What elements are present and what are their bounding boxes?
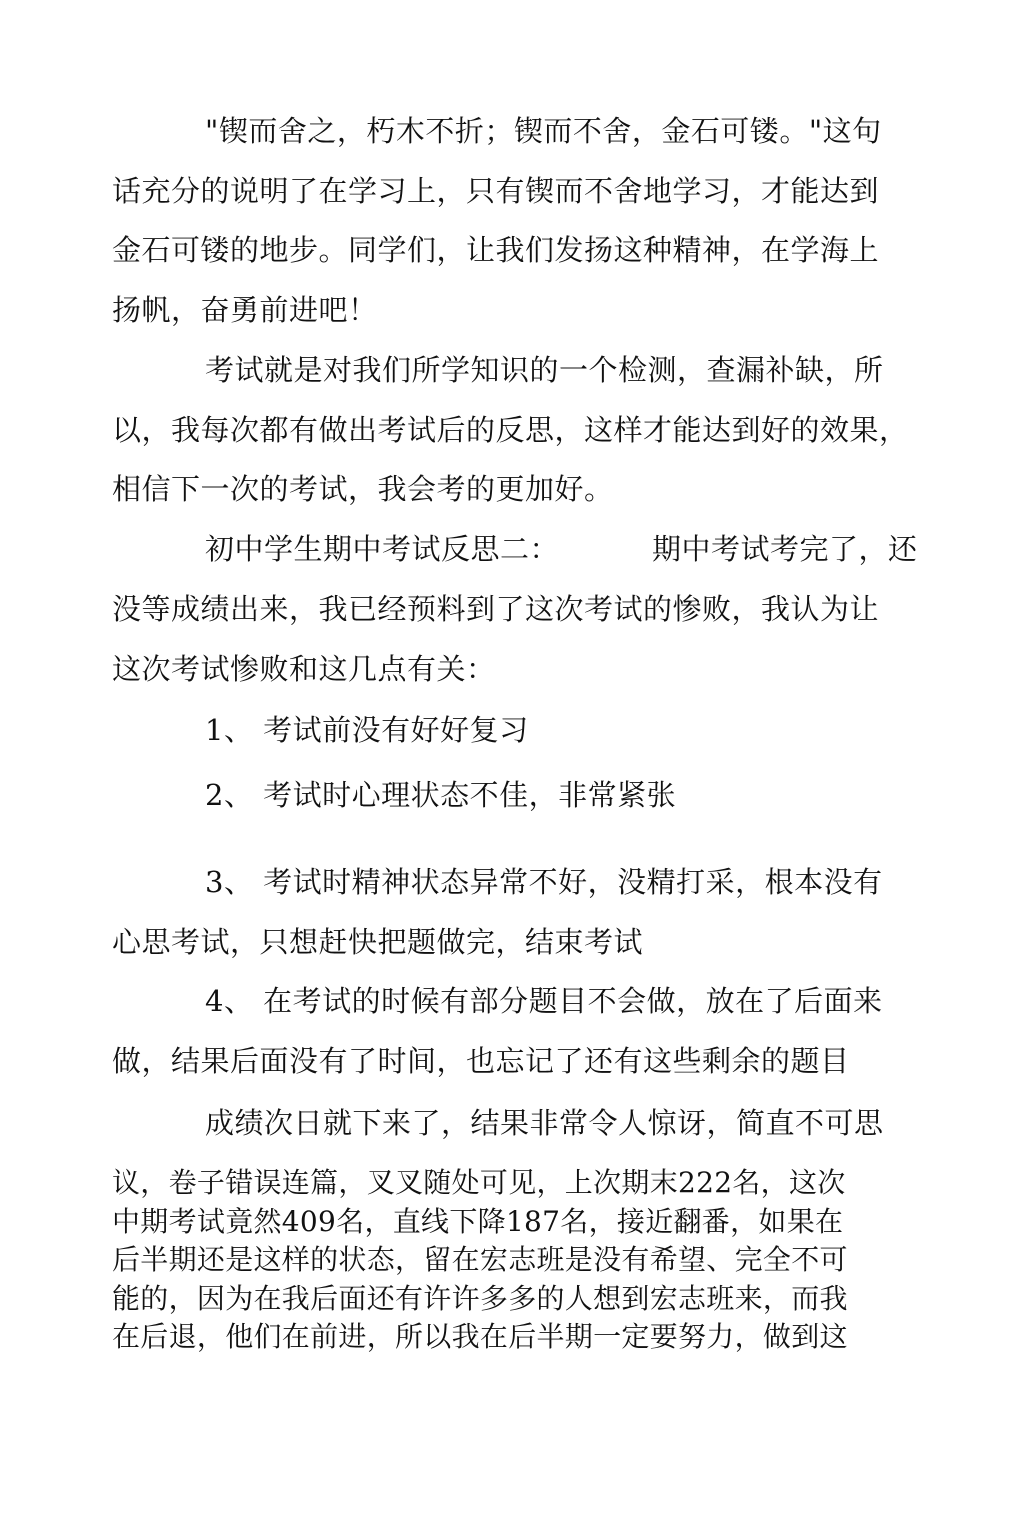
section-heading: 初中学生期中考试反思二： [205,532,560,566]
paragraph-4-line-6: 在后退，他们在前进，所以我在后半期一定要努力，做到这 [112,1320,848,1353]
paragraph-2-line-1: 考试就是对我们所学知识的一个检测，查漏补缺，所 [205,353,884,387]
paragraph-4-line-3: 中期考试竟然409名，直线下降187名，接近翻番，如果在 [112,1205,844,1238]
paragraph-3-line-1: 期中考试考完了，还 [652,532,918,566]
paragraph-4-line-5: 能的，因为在我后面还有许许多多的人想到宏志班来，而我 [112,1282,848,1315]
list-item-3-line-2: 心思考试，只想赶快把题做完，结束考试 [112,925,644,959]
list-item-3-line-1: 3、 考试时精神状态异常不好，没精打采，根本没有 [205,865,883,899]
paragraph-1-line-4: 扬帆，奋勇前进吧！ [112,293,378,327]
paragraph-2-line-3: 相信下一次的考试，我会考的更加好。 [112,472,614,506]
paragraph-4-line-2: 议，卷子错误连篇，叉叉随处可见，上次期末222名，这次 [112,1166,846,1199]
paragraph-2-line-2: 以，我每次都有做出考试后的反思，这样才能达到好的效果， [112,413,909,447]
paragraph-1-line-1: "锲而舍之，朽木不折；锲而不舍，金石可镂。"这句 [205,114,882,148]
list-item-1: 1、 考试前没有好好复习 [205,713,529,747]
paragraph-1-line-2: 话充分的说明了在学习上，只有锲而不舍地学习，才能达到 [112,174,880,208]
list-item-4-line-2: 做，结果后面没有了时间，也忘记了还有这些剩余的题目 [112,1044,850,1078]
paragraph-3-line-2: 没等成绩出来，我已经预料到了这次考试的惨败，我认为让 [112,592,880,626]
paragraph-4-line-1: 成绩次日就下来了，结果非常令人惊讶，简直不可思 [205,1106,884,1140]
list-item-2: 2、 考试时心理状态不佳，非常紧张 [205,778,677,812]
paragraph-3-line-3: 这次考试惨败和这几点有关： [112,652,496,686]
paragraph-4-line-4: 后半期还是这样的状态，留在宏志班是没有希望、完全不可 [112,1243,848,1276]
list-item-4-line-1: 4、 在考试的时候有部分题目不会做，放在了后面来 [205,984,883,1018]
paragraph-1-line-3: 金石可镂的地步。同学们，让我们发扬这种精神，在学海上 [112,233,880,267]
